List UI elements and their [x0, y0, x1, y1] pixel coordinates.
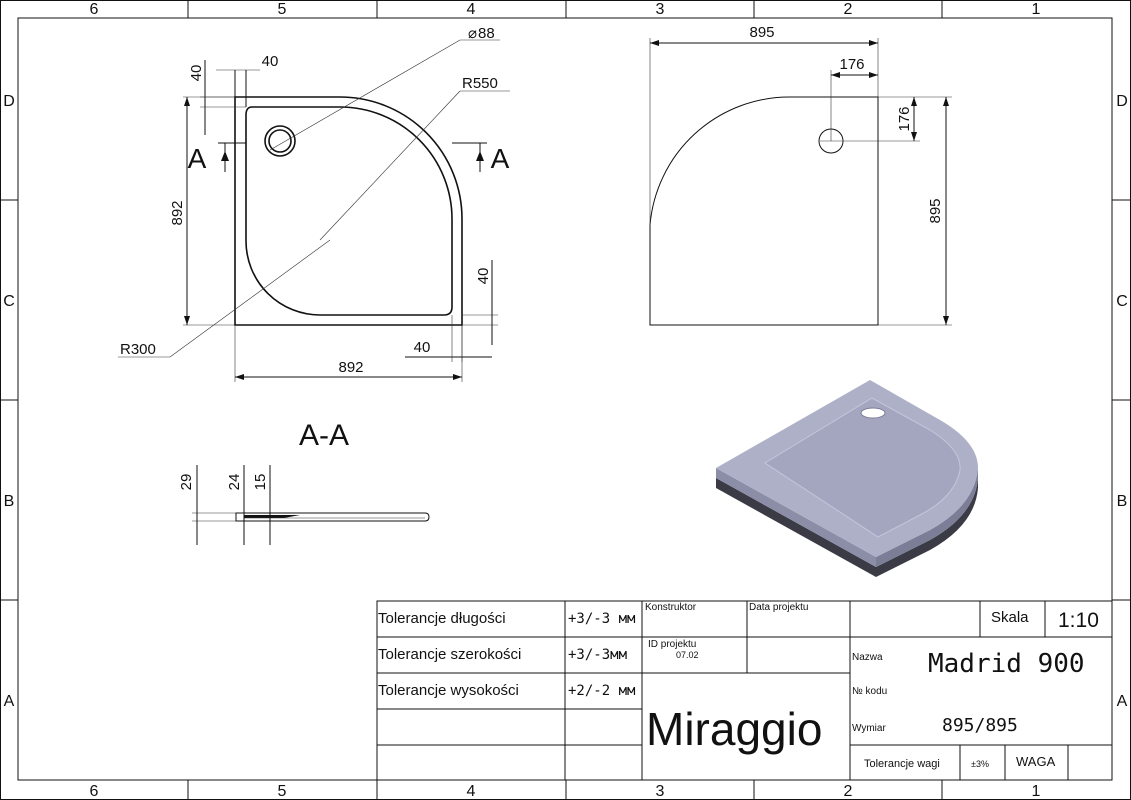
dim-rim-top: 40 — [188, 64, 205, 82]
row-label-left-b: B — [3, 493, 15, 510]
tol-height-label: Tolerancje wysokości — [378, 682, 519, 699]
col-label-top-4: 4 — [466, 1, 476, 18]
row-label-left-d: D — [3, 93, 15, 110]
size-value: 895/895 — [942, 715, 1018, 736]
designer-label: Konstruktor — [645, 602, 697, 613]
dim-top-width: 892 — [338, 359, 364, 376]
tol-length-label: Tolerancje długości — [378, 610, 506, 627]
tray-3d-drain — [861, 408, 885, 418]
section-mark-left: A — [187, 143, 207, 174]
dim-back-hole-x: 176 — [839, 56, 865, 73]
col-label-top-1: 1 — [1031, 1, 1041, 18]
dim-back-width: 895 — [749, 24, 775, 41]
section-title: A-A — [298, 419, 350, 452]
project-date-label: Data projektu — [749, 602, 809, 613]
col-label-bottom-1: 1 — [1031, 783, 1041, 800]
section-drain-detail — [244, 515, 300, 518]
top-view — [118, 25, 510, 382]
tol-height-value: +2/-2 мм — [568, 683, 636, 699]
dim-rim-left: 40 — [261, 53, 279, 70]
dim-top-height: 892 — [169, 200, 186, 226]
row-label-right-a: A — [1116, 693, 1128, 710]
name-value: Madrid 900 — [928, 649, 1085, 679]
col-label-bottom-3: 3 — [655, 783, 665, 800]
tol-width-value: +3/-3мм — [568, 647, 628, 663]
brand-logo: Miraggio — [646, 703, 823, 755]
dim-section-total: 29 — [178, 473, 195, 491]
dim-back-height: 895 — [927, 198, 944, 224]
dim-rim-right: 40 — [475, 267, 492, 285]
col-label-top-3: 3 — [655, 1, 665, 18]
dim-radius-inner: R300 — [120, 341, 156, 358]
weight-tol-label: Tolerancje wagi — [864, 758, 940, 770]
dim-rim-bottom: 40 — [413, 339, 431, 356]
col-label-bottom-2: 2 — [843, 783, 853, 800]
col-label-bottom-4: 4 — [466, 783, 476, 800]
back-outline — [650, 97, 878, 325]
tray-3d-render — [716, 380, 978, 577]
project-id-label: ID projektu — [648, 639, 697, 650]
tol-width-label: Tolerancje szerokości — [378, 646, 522, 663]
dim-radius-outer: R550 — [462, 75, 498, 92]
name-label: Nazwa — [852, 652, 883, 663]
dim-hole: 88 — [478, 25, 495, 42]
section-mark-right: A — [490, 143, 510, 174]
scale-label: Skala — [991, 609, 1029, 626]
code-label: № kodu — [852, 686, 888, 697]
row-label-left-c: C — [3, 293, 15, 310]
col-label-top-2: 2 — [843, 1, 853, 18]
weight-tol-value: ±3% — [971, 759, 989, 769]
row-label-left-a: A — [3, 693, 15, 710]
weight-label: WAGA — [1016, 754, 1056, 769]
dim-section-small: 15 — [252, 473, 269, 491]
tol-length-value: +3/-3 мм — [568, 611, 636, 627]
size-label: Wymiar — [852, 723, 886, 734]
row-label-right-b: B — [1116, 493, 1128, 510]
dim-back-hole-y: 176 — [896, 106, 913, 132]
row-label-right-d: D — [1116, 93, 1128, 110]
row-label-right-c: C — [1116, 293, 1128, 310]
project-id-value: 07.02 — [676, 650, 699, 660]
col-label-top-5: 5 — [277, 1, 287, 18]
col-label-bottom-6: 6 — [89, 783, 99, 800]
back-view — [650, 24, 952, 325]
dim-hole-prefix: ⌀ — [468, 25, 478, 42]
dim-section-mid: 24 — [226, 473, 243, 491]
scale-value: 1:10 — [1058, 609, 1099, 632]
tray-inner-basin — [246, 107, 452, 315]
section-view — [178, 419, 429, 545]
col-label-bottom-5: 5 — [277, 783, 287, 800]
col-label-top-6: 6 — [89, 1, 99, 18]
